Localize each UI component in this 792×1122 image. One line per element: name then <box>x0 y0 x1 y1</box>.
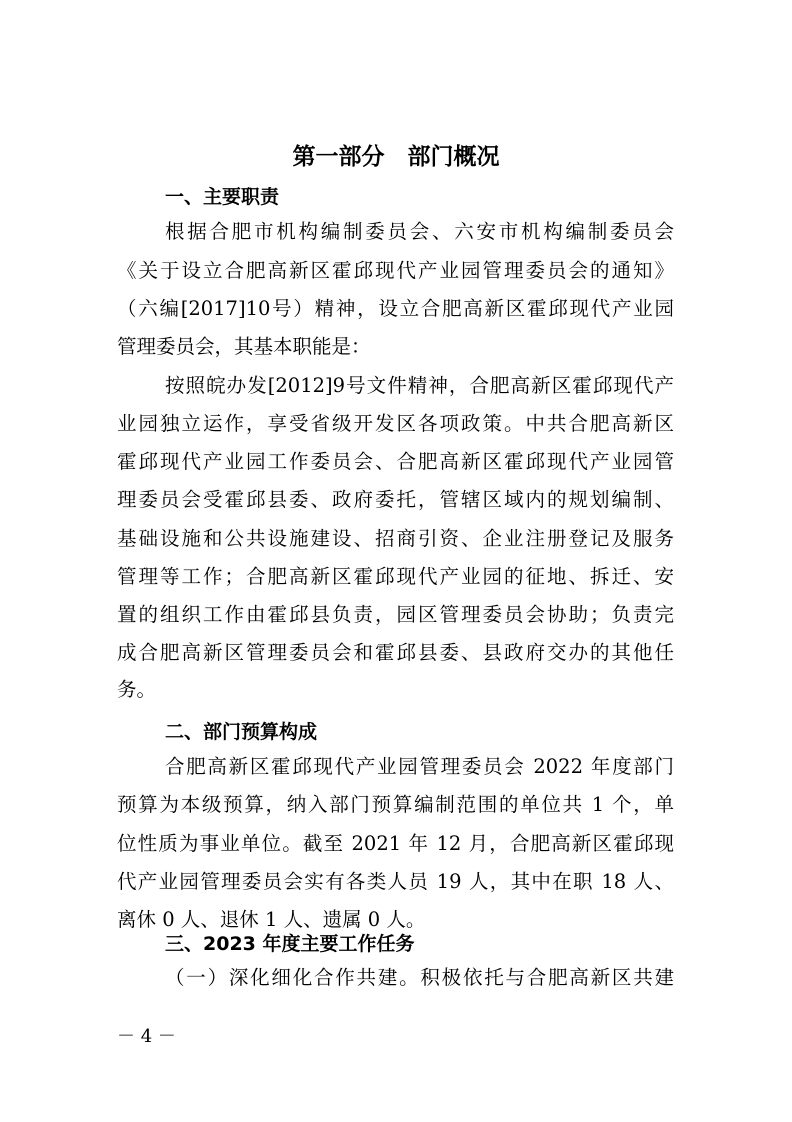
page-number: － 4 － <box>117 1026 176 1047</box>
paragraph-line: 代产业园管理委员会实有各类人员 19 人，其中在职 18 人、 <box>117 870 674 893</box>
paragraph-line: 成合肥高新区管理委员会和霍邱县委、县政府交办的其他任 <box>117 641 674 664</box>
paragraph-line: 理委员会受霍邱县委、政府委托，管辖区域内的规划编制、 <box>117 488 674 511</box>
paragraph-line: 按照皖办发[2012]9号文件精神，合肥高新区霍邱现代产 <box>165 374 674 397</box>
paragraph-line: （六编[2017]10号）精神，设立合肥高新区霍邱现代产业园 <box>117 297 674 320</box>
paragraph-line: 离休 0 人、退休 1 人、遗属 0 人。 <box>117 908 426 931</box>
section-heading-budget: 二、部门预算构成 <box>165 721 318 743</box>
paragraph-line: 管理等工作；合肥高新区霍邱现代产业园的征地、拆迁、安 <box>117 565 674 588</box>
paragraph-line: 置的组织工作由霍邱县负责，园区管理委员会协助；负责完 <box>117 603 674 626</box>
paragraph-line: 预算为本级预算，纳入部门预算编制范围的单位共 1 个，单 <box>117 793 674 816</box>
section-heading-tasks: 三、2023 年度主要工作任务 <box>165 933 415 955</box>
paragraph-line: 务。 <box>117 678 157 701</box>
paragraph-line: 位性质为事业单位。截至 2021 年 12 月，合肥高新区霍邱现 <box>117 832 674 855</box>
paragraph-line: 《关于设立合肥高新区霍邱现代产业园管理委员会的通知》 <box>117 259 674 282</box>
paragraph-line: （一）深化细化合作共建。积极依托与合肥高新区共建 <box>165 966 674 989</box>
paragraph-line: 根据合肥市机构编制委员会、六安市机构编制委员会 <box>165 220 674 243</box>
paragraph-line: 管理委员会，其基本职能是： <box>117 335 371 358</box>
paragraph-line: 合肥高新区霍邱现代产业园管理委员会 2022 年度部门 <box>165 755 674 778</box>
paragraph-line: 基础设施和公共设施建设、招商引资、企业注册登记及服务 <box>117 527 674 550</box>
paragraph-line: 霍邱现代产业园工作委员会、合肥高新区霍邱现代产业园管 <box>117 450 674 473</box>
section-heading-duties: 一、主要职责 <box>165 186 280 208</box>
page-title: 第一部分 部门概况 <box>292 144 500 170</box>
paragraph-line: 业园独立运作，享受省级开发区各项政策。中共合肥高新区 <box>117 412 674 435</box>
